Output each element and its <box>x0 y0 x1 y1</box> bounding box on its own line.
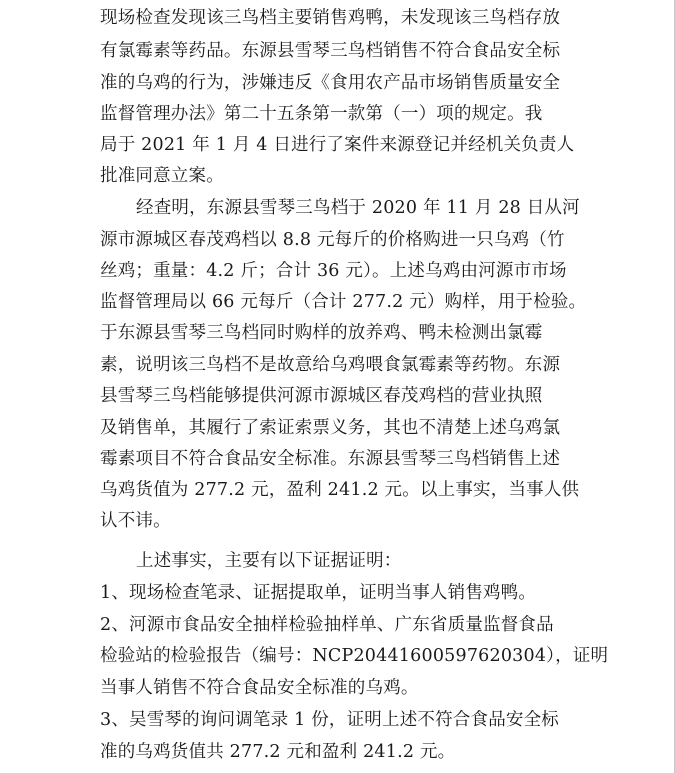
text-line: 上述事实，主要有以下证据证明： <box>136 551 402 571</box>
text-line: 准的乌鸡货值共 277.2 元和盈利 241.2 元。 <box>100 742 456 762</box>
text-line: 源市源城区春茂鸡档以 8.8 元每斤的价格购进一只乌鸡（竹 <box>100 230 565 250</box>
text-line: 1、现场检查笔录、证据提取单，证明当事人销售鸡鸭。 <box>100 583 537 603</box>
text-line: 霉素项目不符合食品安全标准。东源县雪琴三鸟档销售上述 <box>100 449 561 469</box>
text-line: 当事人销售不符合食品安全标准的乌鸡。 <box>100 678 419 698</box>
text-line: 丝鸡；重量：4.2 斤；合计 36 元）。上述乌鸡由河源市市场 <box>100 261 567 281</box>
text-line: 监督管理办法》第二十五条第一款第（一）项的规定。我 <box>100 104 543 124</box>
text-line: 批准同意立案。 <box>100 166 224 186</box>
text-line: 及销售单，其履行了索证索票义务，其也不清楚上述乌鸡氯 <box>100 418 561 438</box>
text-line: 有氯霉素等药品。东源县雪琴三鸟档销售不符合食品安全标 <box>100 41 561 61</box>
text-line: 检验站的检验报告（编号：NCP20441600597620304），证明 <box>100 646 609 666</box>
text-line: 现场检查发现该三鸟档主要销售鸡鸭，未发现该三鸟档存放 <box>100 8 561 28</box>
text-line: 经查明，东源县雪琴三鸟档于 2020 年 11 月 28 日从河 <box>136 198 580 218</box>
text-line: 于东源县雪琴三鸟档同时购样的放养鸡、鸭未检测出氯霉 <box>100 323 543 343</box>
text-line: 素，说明该三鸟档不是故意给乌鸡喂食氯霉素等药物。东源 <box>100 355 561 375</box>
text-line: 准的乌鸡的行为，涉嫌违反《食用农产品市场销售质量安全 <box>100 73 561 93</box>
text-line: 乌鸡货值为 277.2 元，盈利 241.2 元。以上事实，当事人供 <box>100 480 580 500</box>
text-line: 2、河源市食品安全抽样检验抽样单、广东省质量监督食品 <box>100 615 554 635</box>
text-line: 监督管理局以 66 元每斤（合计 277.2 元）购样，用于检验。 <box>100 292 587 312</box>
text-line: 3、吴雪琴的询问调笔录 1 份，证明上述不符合食品安全标 <box>100 710 559 730</box>
text-line: 认不讳。 <box>100 511 171 531</box>
text-line: 局于 2021 年 1 月 4 日进行了案件来源登记并经机关负责人 <box>100 135 575 155</box>
text-line: 县雪琴三鸟档能够提供河源市源城区春茂鸡档的营业执照 <box>100 386 543 406</box>
